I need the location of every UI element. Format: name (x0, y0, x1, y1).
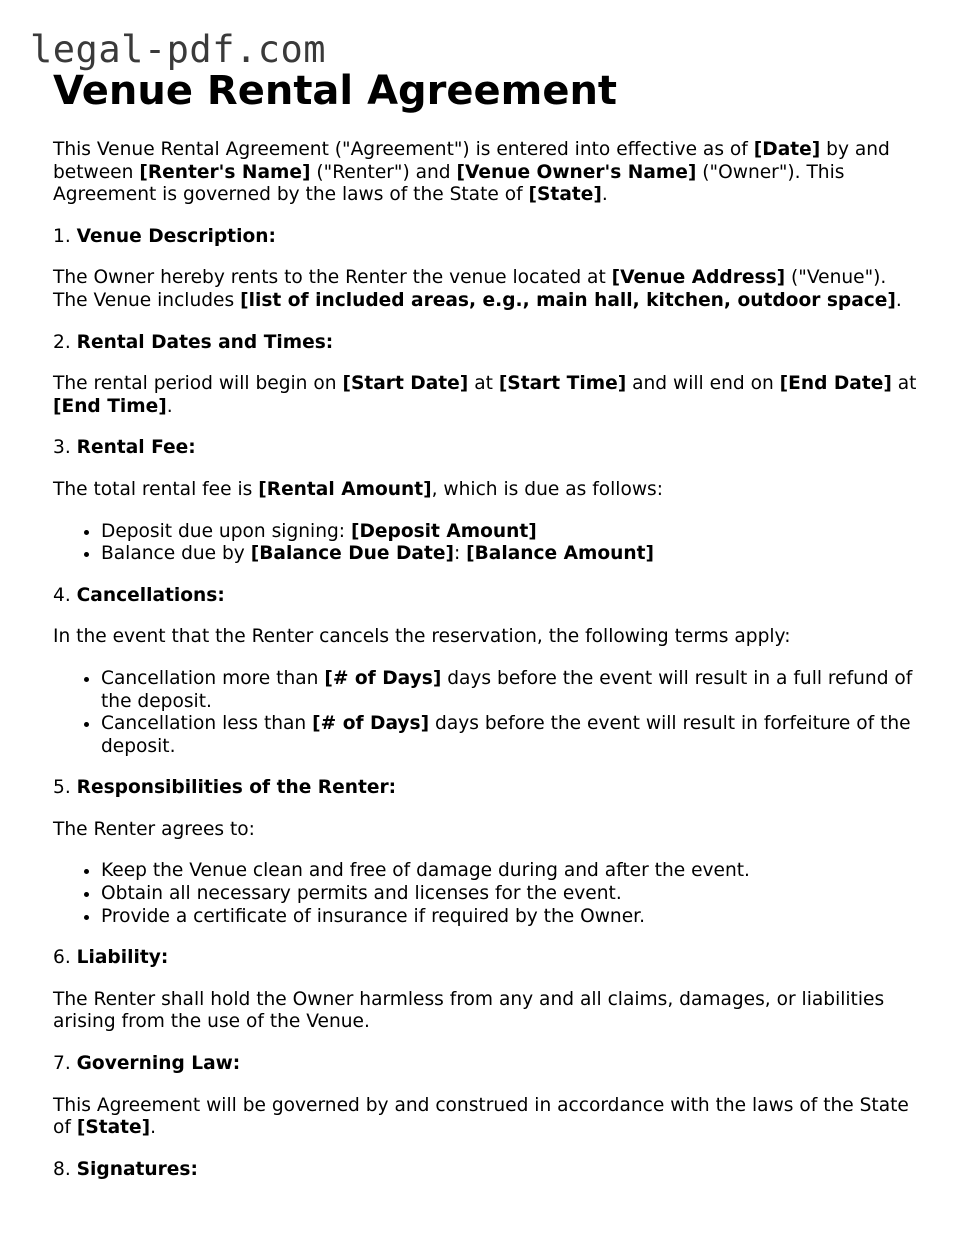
watermark: legal-pdf.com (30, 28, 327, 71)
rental-fee-text: The total rental fee is [Rental Amount], which is due as follows: (53, 478, 663, 500)
section-heading-governing-law: 7. Governing Law: (53, 1053, 241, 1075)
cancellations-text: In the event that the Renter cancels the reservation, the following terms apply: (53, 626, 791, 648)
list-item: • Keep the Venue clean and free of damage during and after the event. (101, 860, 923, 883)
venue-description-text: The Owner hereby rents to the Renter the venue located at [Venue Address] ("Venue"). The Venue includes [list of included areas, e.g., main hall, kitchen, outdoor space]. (53, 267, 902, 311)
list-item: • Deposit due upon signing: [Deposit Amount] (101, 521, 923, 544)
section-heading-rental-dates: 2. Rental Dates and Times: (53, 331, 334, 353)
section-heading-liability: 6. Liability: (53, 947, 169, 969)
section-heading-venue-description: 1. Venue Description: (53, 225, 276, 247)
cancellations-list (53, 668, 923, 758)
rental-dates-text: The rental period will begin on [Start Date] at [Start Time] and will end on [End Date] at [End Time]. (53, 373, 917, 417)
governing-law-text: This Agreement will be governed by and construed in accordance with the laws of the State of [State]. (53, 1094, 909, 1139)
section-heading-signatures: 8. Signatures: (53, 1158, 198, 1180)
list-item: • Balance due by [Balance Due Date]: [Balance Amount] (101, 543, 923, 566)
intro-paragraph: This Venue Rental Agreement ("Agreement") is entered into effective as of [Date] by and between [Renter's Name] ("Renter") and [Venue Owner's Name] ("Owner"). This Agreement is governed by the laws of the State of [State]. (53, 139, 890, 206)
section-heading-responsibilities: 5. Responsibilities of the Renter: (53, 777, 397, 799)
responsibilities-list (53, 860, 923, 928)
list-item: • Cancellation more than [# of Days] days before the event will result in a full refund of the deposit. (101, 668, 923, 713)
document (53, 68, 923, 1181)
rental-fee-list (53, 521, 923, 566)
list-item: • Obtain all necessary permits and licenses for the event. (101, 883, 923, 906)
responsibilities-text: The Renter agrees to: (53, 818, 255, 840)
document-title: Venue Rental Agreement (53, 68, 618, 114)
list-item: • Cancellation less than [# of Days] days before the event will result in forfeiture of the deposit. (101, 713, 923, 758)
section-heading-rental-fee: 3. Rental Fee: (53, 437, 196, 459)
section-heading-cancellations: 4. Cancellations: (53, 584, 225, 606)
list-item: • Provide a certificate of insurance if required by the Owner. (101, 906, 923, 929)
liability-text: The Renter shall hold the Owner harmless from any and all claims, damages, or liabilities arising from the use of the Venue. (53, 988, 885, 1033)
